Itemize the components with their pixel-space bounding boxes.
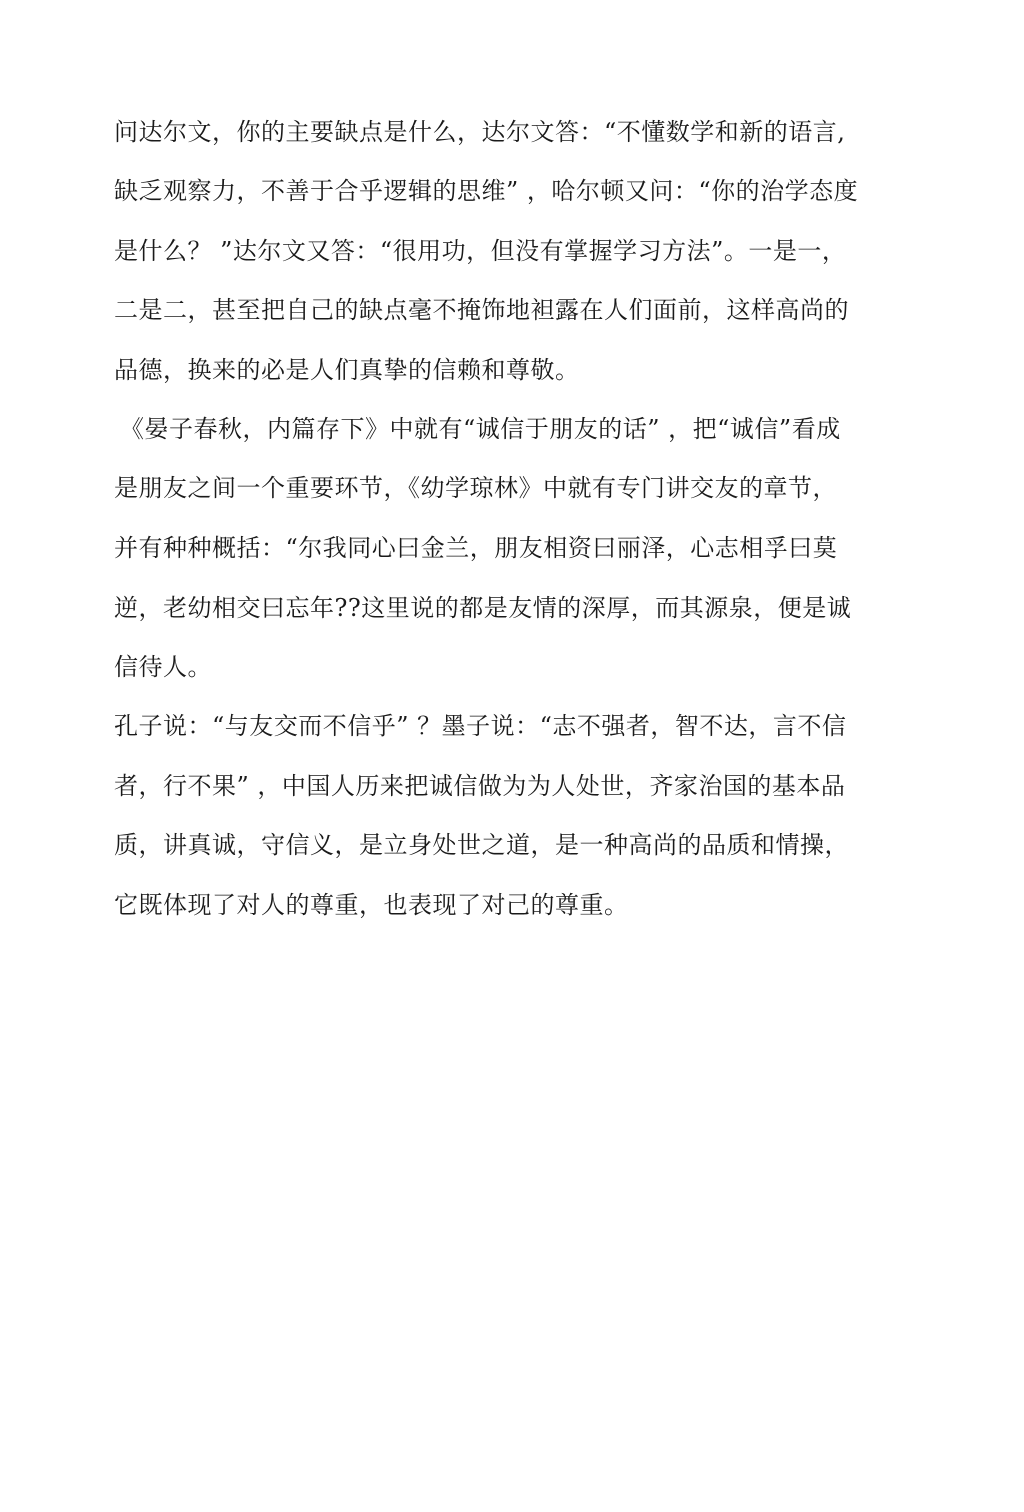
text-line: 品德，换来的必是人们真挚的信赖和尊敬。 bbox=[114, 356, 580, 384]
text-line: 逆，老幼相交曰忘年??这里说的都是友情的深厚，而其源泉，便是诚 bbox=[114, 594, 852, 622]
text-line: 信待人。 bbox=[114, 653, 212, 681]
text-line: 缺乏观察力，不善于合乎逻辑的思维” ，哈尔顿又问：“你的治学态度 bbox=[114, 177, 859, 205]
text-line: 质，讲真诚，守信义，是立身处世之道，是一种高尚的品质和情操， bbox=[114, 831, 849, 859]
text-line: 是什么？ ”达尔文又答：“很用功，但没有掌握学习方法”。一是一， bbox=[114, 237, 847, 265]
text-line: 它既体现了对人的尊重，也表现了对己的尊重。 bbox=[114, 891, 629, 919]
text-line: 问达尔文，你的主要缺点是什么，达尔文答：“不懂数学和新的语言, bbox=[114, 118, 846, 146]
text-line: 二是二，甚至把自己的缺点毫不掩饰地袒露在人们面前，这样高尚的 bbox=[114, 296, 849, 324]
text-line: 并有种种概括：“尔我同心曰金兰，朋友相资曰丽泽，心志相孚曰莫 bbox=[114, 534, 838, 562]
text-line: 是朋友之间一个重要环节，《幼学琼林》中就有专门讲交友的章节， bbox=[114, 474, 837, 502]
text-line: 《晏子春秋，内篇存下》中就有“诚信于朋友的话” ，把“诚信”看成 bbox=[120, 415, 841, 443]
text-line: 者，行不果” ，中国人历来把诚信做为为人处世，齐家治国的基本品 bbox=[114, 772, 846, 800]
text-line: 孔子说：“与友交而不信乎” ？墨子说：“志不强者，智不达，言不信 bbox=[114, 712, 847, 740]
